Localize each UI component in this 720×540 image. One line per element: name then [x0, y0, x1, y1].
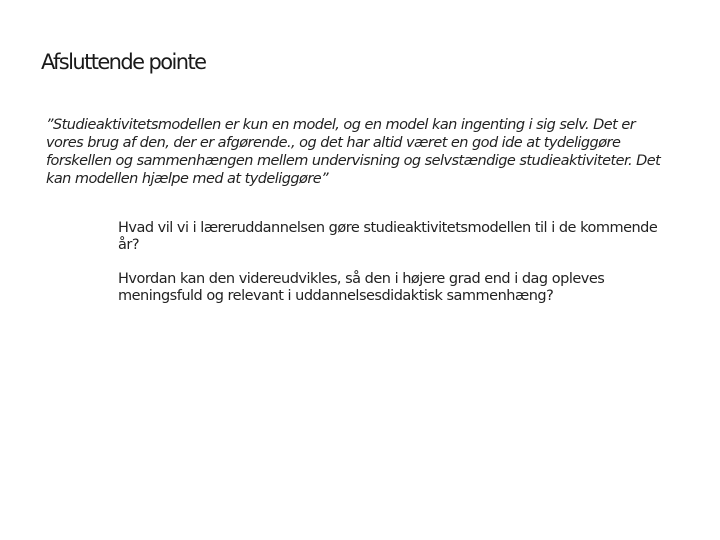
slide-title: Afsluttende pointe: [41, 50, 206, 74]
quote-text: ”Studieaktivitetsmodellen er kun en model, og en model kan ingenting i sig selv. Det er vores brug af den, der er afgørende., og det har altid været en god ide at tydeliggøre forskellen og sammenhængen mellem undervisning og selvstændige studieaktiviteter. Det kan modellen hjælpe med at tydeliggøre”: [46, 117, 661, 187]
question-item: Hvordan kan den videreudvikles, så den i højere grad end i dag opleves meningsfuld og relevant i uddannelsesdidaktisk sammenhæng?: [118, 271, 605, 304]
question-item: Hvad vil vi i læreruddannelsen gøre studieaktivitetsmodellen til i de kommende år?: [118, 220, 658, 253]
question-list: [118, 220, 658, 322]
